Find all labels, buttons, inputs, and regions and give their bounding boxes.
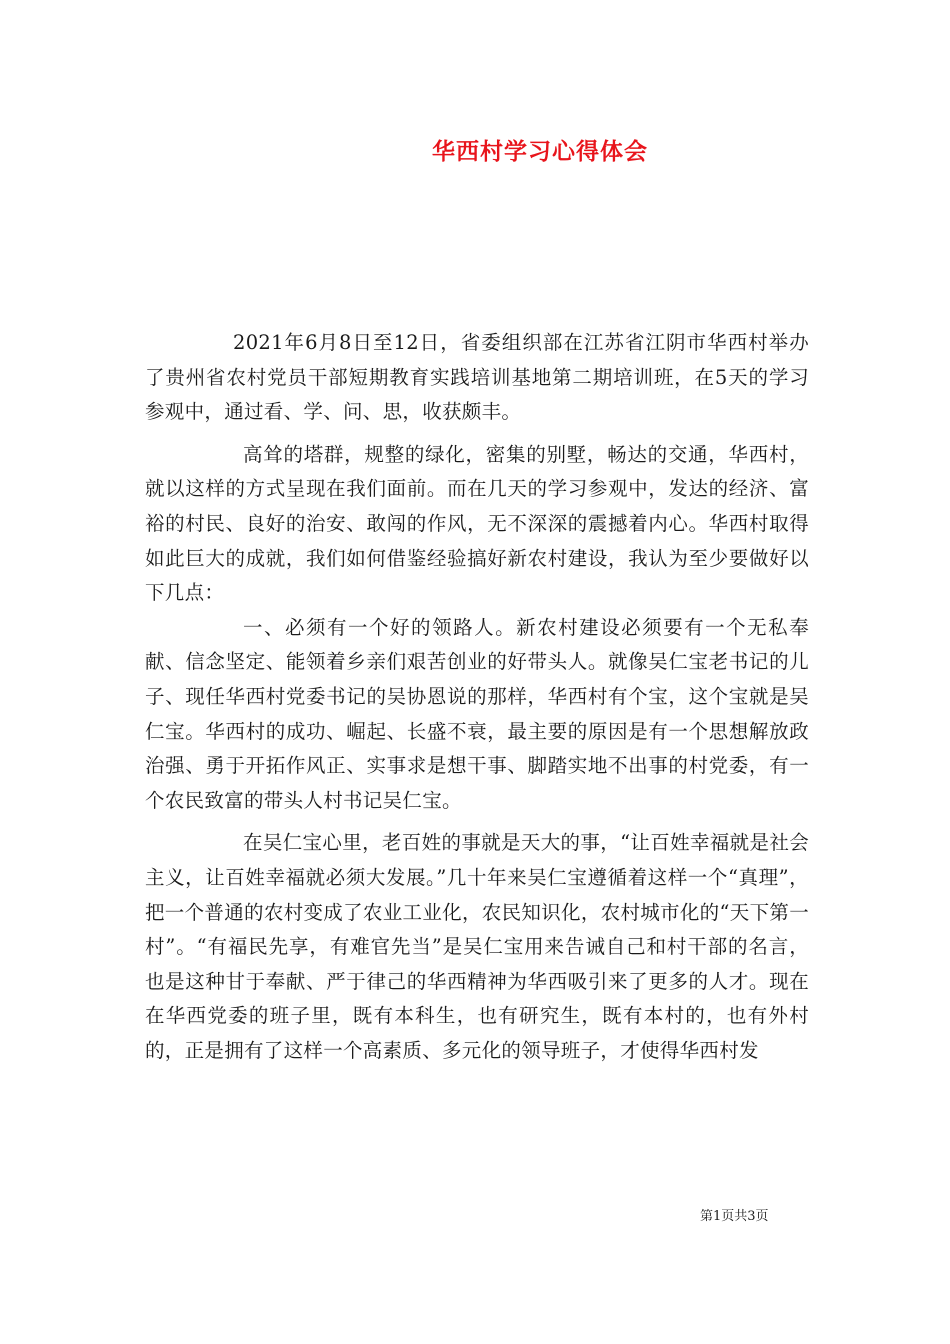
paragraph-gap [145, 818, 809, 826]
paragraph-gap [145, 430, 809, 438]
paragraph-3: 一、必须有一个好的领路人。新农村建设必须要有一个无私奉献、信念坚定、能领着乡亲们艰苦创业的好带头人。就像吴仁宝老书记的儿子、现任华西村党委书记的吴协恩说的那样，华西村有个宝，这个宝就是吴仁宝。华西村的成功、崛起、长盛不衰，最主要的原因是有一个思想解放政治强、勇于开拓作风正、实事求是想干事、脚踏实地不出事的村党委，有一个农民致富的带头人村书记吴仁宝。 [145, 615, 809, 812]
paragraph-4: 在吴仁宝心里，老百姓的事就是天大的事，“让百姓幸福就是社会主义，让百姓幸福就必须大发展。”几十年来吴仁宝遵循着这样一个“真理”，把一个普通的农村变成了农业工业化，农民知识化，农村城市化的“天下第一村”。“有福民先享，有难官先当”是吴仁宝用来告诫自己和村干部的名言，也是这种甘于奉献、严于律己的华西精神为华西吸引来了更多的人才。现在在华西党委的班子里，既有本科生，也有研究生，既有本村的，也有外村的，正是拥有了这样一个高素质、多元化的领导班子，才使得华西村发 [145, 831, 809, 1062]
page-number: 第1页共3页 [700, 1209, 769, 1224]
paragraph-2: 高耸的塔群，规整的绿化，密集的别墅，畅达的交通，华西村，就以这样的方式呈现在我们面前。而在几天的学习参观中，发达的经济、富裕的村民、良好的治安、敢闯的作风，无不深深的震撼着内心。华西村取得如此巨大的成就，我们如何借鉴经验搞好新农村建设，我认为至少要做好以下几点： [145, 442, 809, 605]
paragraph-1: 2021年6月8日至12日，省委组织部在江苏省江阴市华西村举办了贵州省农村党员干部短期教育实践培训基地第二期培训班，在5天的学习参观中，通过看、学、问、思，收获颇丰。 [145, 331, 809, 424]
document-body [145, 326, 809, 1068]
document-title: 华西村学习心得体会 [432, 138, 648, 165]
